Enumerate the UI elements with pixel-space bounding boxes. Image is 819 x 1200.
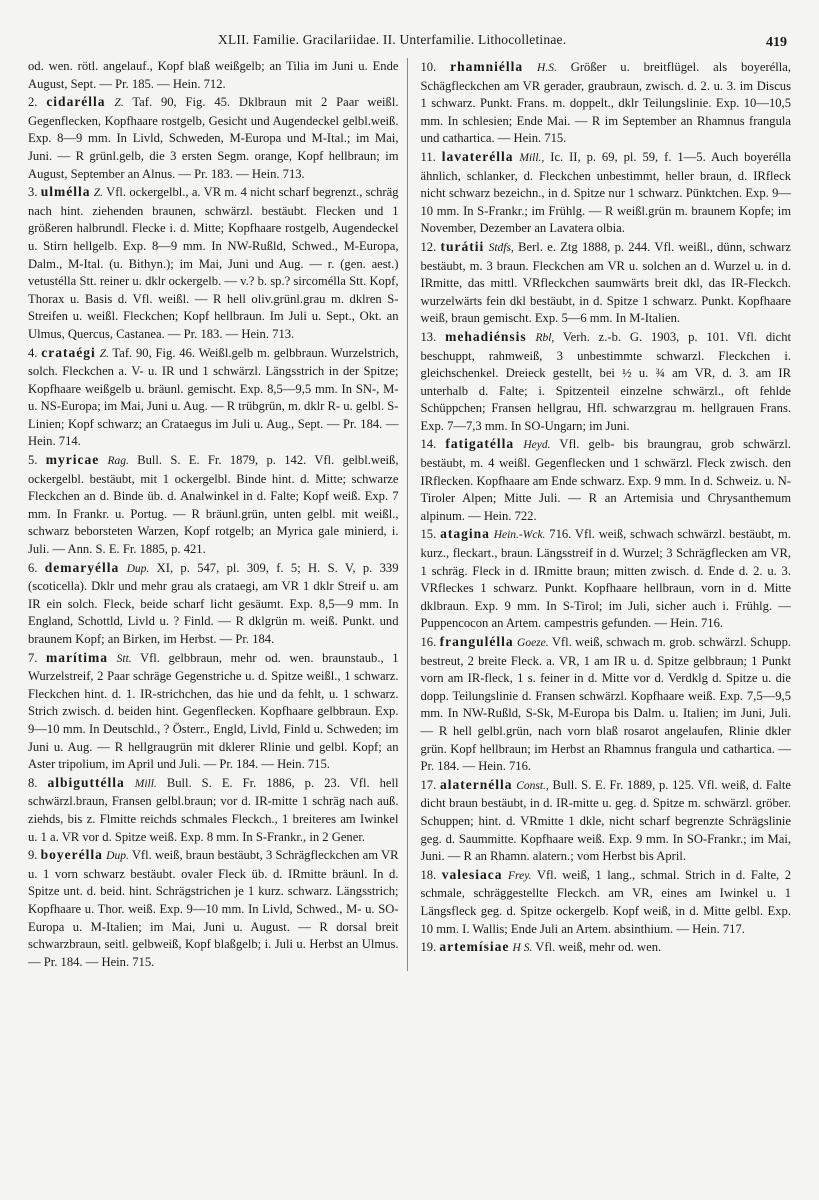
entry-number: 4. xyxy=(28,345,38,360)
species-entry xyxy=(421,938,792,958)
entry-description: Bull. S. E. Fr. 1886, p. 23. Vfl. hell schwärzl.braun, Fransen gelbl.braun; vor d. IR-mitte 1 schräg nach auß. ziehds, bis z. Flmitte reichds schmales Fleckch., 1 breiteres am Iwinkel u. 1 a. VR vor d. Spitze weiß. Exp. 8 mm. In S-Frankr., in 2 Gener. xyxy=(28,775,399,844)
species-name: marítima xyxy=(46,649,109,665)
author-abbrev: Mill. xyxy=(134,777,157,790)
author-abbrev: Goeze. xyxy=(517,637,549,649)
entry-description: Berl. e. Ztg 1888, p. 244. Vfl. weißl., dünn, schwarz bestäubt, m. 3 braun. Fleckchen am VR u. solchen an d. Wurzel u. in d. IRmitte, das mittl. VRfleckchen saumwärts breit dkl, das IR-Fleckch. wurzelwärts fein dkl bestäubt, in d. Spitze 1 schwarz. Punkt. Kopfhaare weiß, braun gemischt. Exp. 5—6 mm. In M-Italien. xyxy=(420,239,791,326)
entry-number: 19. xyxy=(420,940,437,955)
author-abbrev: Z. xyxy=(114,97,124,110)
species-entry xyxy=(28,183,399,343)
entry-number: 9. xyxy=(28,848,38,863)
entry-number: 10. xyxy=(420,60,437,74)
species-entry xyxy=(28,93,399,183)
species-entry xyxy=(421,238,792,328)
species-name: albiguttélla xyxy=(47,774,125,790)
left-column xyxy=(28,58,407,971)
author-abbrev: Z. xyxy=(93,187,104,200)
entry-number: 15. xyxy=(420,527,437,542)
species-entry xyxy=(421,58,792,148)
species-name: frangulélla xyxy=(439,634,514,649)
author-abbrev: Rag. xyxy=(107,455,129,468)
species-name: demaryélla xyxy=(44,559,120,575)
entry-description: Bull. S. E. Fr. 1889, p. 125. Vfl. weiß, d. Falte dicht braun bestäubt, in d. IR-mitte u. geg. d. Spitze m. schwärzl. gröber. Schuppen; hint. d. VRmitte 1 dkle, nicht scharf begrenzte Schrägslinie geg. d. Saummitte. Kopfhaare weiß. Exp. 9 mm. In SO-Frankr.; im Mai, Juni. — R an Rhamn. alatern.; vom Herbst bis April. xyxy=(420,777,792,864)
species-name: alaternélla xyxy=(439,776,513,792)
entry-description: Vfl. weiß, schwach m. grob. schwärzl. Schupp. bestreut, 2 breite Fleck. a. VR, 1 am IR u. d. Spitze gelbbraun; 1 Punkt vorn am IR-fleck, 1 s. feiner in d. Mitte vor d. Verdklg d. Spitze u. die dopp. Teilungslinie d. Fransen schwärzl. Kopfhaare weiß. Exp. 7,5—9,5 mm. In NW-Rußld, S-Sk, M-Europa bis Dalm. u. Italien; im Juni, Juli. — R hell gelbl.grün, nach vorn blaß rosarot angelaufen, Rlinie dkler grün. Kopf hellbraun; im Herbst an Rhamnus frangula und cathartica. — Pr. 184. — Hein. 716. xyxy=(420,635,792,774)
species-entry xyxy=(28,559,399,649)
entry-description: Ic. II, p. 69, pl. 59, f. 1—5. Auch boyerélla ähnlich, schlanker, d. Fleckchen unbestimmt, heller braun, d. IRfleck nicht schwarz bezeichn., in d. Spitze nur 1 schwarz. Pünktchen. Exp. 9—10 mm. In S-Frankr.; im Frühlg. — R weißl.grün m. braunem Kopfe; im November, Dezember an Lavatera olbia. xyxy=(420,149,792,236)
author-abbrev: Dup. xyxy=(126,562,150,575)
species-entry xyxy=(421,525,792,633)
species-name: mehadiénsis xyxy=(445,328,527,344)
entry-description: XI, p. 547, pl. 309, f. 5; H. S. V, p. 339 (scoticella). Dklr und mehr grau als crataegi, am VR 1 dklr Streif u. am IR ein solch. Fleck, beide scharf licht gesäumt. Exp. 8,5—9 mm. In England, Schottld, Livld u. ? Finld. — R dklgrün m. weiß. Punkt. und braunem Kopf; an Birken, im Herbst. — Pr. 184. xyxy=(28,560,399,646)
entry-number: 7. xyxy=(28,650,38,665)
page-number: 419 xyxy=(766,35,787,50)
author-abbrev: Stdfs, xyxy=(488,241,514,254)
entry-number: 12. xyxy=(420,239,437,254)
species-name: valesiaca xyxy=(441,866,503,882)
entry-description: Vfl. weiß, braun bestäubt, 3 Schrägfleckchen am VR u. 1 vorn schwarz bestäubt. ovaler Fleck üb. d. IRmitte bräunl. In d. Spitze unt. d. beid. hint. Schrägstrichen je 1 kurz. schwarz. Längsstrich; Kopfhaare u. Thor. weiß. Exp. 9—10 mm. In Livld, Schwed., M- u. SO-Europa u. M-Italien; im Mai, Juni u. August. — R dorsal breit schwarzbraun, seitl. gelbweiß, Kopf blaßgelb; i. Juli u. Herbst an Ulmus. — Pr. 184. — Hein. 715. xyxy=(28,848,399,969)
species-name: rhamniélla xyxy=(450,59,524,74)
author-abbrev: Stt. xyxy=(116,652,132,665)
author-abbrev: H.S. xyxy=(537,62,557,74)
entry-number: 2. xyxy=(28,95,38,110)
species-entry xyxy=(421,776,792,866)
species-name: crataégi xyxy=(41,344,96,360)
species-name: boyerélla xyxy=(40,847,103,863)
entry-description: Vfl. gelbbraun, mehr od. wen. braunstaub., 1 Wurzelstreif, 2 Paar schräge Gegenstriche u. d. Spitze weißl., 1 schwarz. Fleckchen hint. d. 1. IR-strichchen, das hie und da fehlt, u. 1 schwarz. Strich zwisch. d. beiden hint. Gegenflecken. Kopfhaare gelbbraun. Exp. 9—10 mm. In Deutschld., ? Österr., Engld, Livld, Finld u. Schweden; im Juni u. Aug. — R hellgraugrün mit dklerer Rlinie und gelbl. Kopf; an Aster tripolium, im April und Juli. — Pr. 184. — Hein. 715. xyxy=(28,650,399,772)
author-abbrev: Dup. xyxy=(106,850,129,863)
entry-number: 17. xyxy=(420,777,437,792)
species-name: artemísiae xyxy=(439,939,510,955)
species-entry xyxy=(421,866,792,938)
entry-number: 8. xyxy=(28,775,38,790)
species-entry xyxy=(421,633,792,776)
author-abbrev: Heyd. xyxy=(523,439,551,452)
author-abbrev: H S. xyxy=(512,942,533,955)
continuation-text: od. wen. rötl. angelauf., Kopf blaß weißgelb; an Tilia im Juni u. Ende August, Sept. — Pr. 185. — Hein. 712. xyxy=(28,59,399,91)
author-abbrev: Frey. xyxy=(508,869,532,882)
entry-description: Taf. 90, Fig. 45. Dklbraun mit 2 Paar weißl. Gegenflecken, Kopfhaare rostgelb, Gesicht und Augendeckel gelbl.weiß. Exp. 8—9 mm. In Livld, Schweden, M-Europa und M-Ital.; im Mai, Juni. — R grünl.gelb, die 3 ersten Segm. orange, Kopf hellbraun; im August, September an Alnus. — Pr. 183. — Hein. 713. xyxy=(28,95,399,181)
entry-description: Vfl. weiß, 1 lang., schmal. Strich in d. Falte, 2 schmale, schräggestellte Fleckch. am VR, eines am Iwinkel u. 1 Längsfleck geg. d. Spitze ockergelb. Kopf weiß, in d. Mitte gelbl. Exp. 10 mm. I. Wallis; Ende Juli an Artem. absinthium. — Hein. 717. xyxy=(420,867,792,936)
entry-description: Größer u. breitflügel. als boyerélla, Schägfleckchen am VR gerader, graubraun, zwisch. d. 2. u. 3. im Discus 1 schwarz. Punkt. Frans. m. doppelt., dklr Teilungslinie. Exp. 10—10,5 mm. In schlesien; Ende Mai. — R im September an Rhamnus frangula und cathartica. — Hein. 715. xyxy=(420,60,791,146)
author-abbrev: Const., xyxy=(516,779,549,792)
header-title: XLII. Familie. Gracilariidae. II. Unterfamilie. Lithocolletinae. xyxy=(218,32,567,47)
author-abbrev: Rbl, xyxy=(535,331,555,344)
author-abbrev: Z. xyxy=(99,347,109,360)
species-name: lavaterélla xyxy=(441,148,514,164)
entry-number: 5. xyxy=(28,453,38,468)
author-abbrev: Hein.-Wck. xyxy=(493,529,546,542)
species-name: fatigatélla xyxy=(445,436,515,452)
entry-number: 16. xyxy=(420,635,437,649)
species-name: myricae xyxy=(45,452,100,468)
entry-number: 14. xyxy=(420,437,437,452)
entry-number: 6. xyxy=(28,560,38,575)
species-entry xyxy=(421,435,792,525)
right-column xyxy=(407,58,792,971)
entry-description: Bull. S. E. Fr. 1879, p. 142. Vfl. gelbl.weiß, ockergelbl. bestäubt, mit 1 ockergelbl. Binde hint. d. Mitte; schwarze Fleckchen an d. Binde üb. d. Analwinkel in d. Falte; Kopf weiß. Exp. 7 mm. In Frankr. u. Portug. — R bräunl.grün, unten gelbl. mit weißl., schwarz beborsteten Warzen, Kopf rotgelb; an Myrica gale minierd, i. Juli. — Ann. S. E. Fr. 1885, p. 421. xyxy=(28,453,399,557)
entry-number: 11. xyxy=(420,149,436,164)
running-header xyxy=(28,28,791,58)
species-entry xyxy=(28,451,399,559)
entry-description: Taf. 90, Fig. 46. Weißl.gelb m. gelbbraun. Wurzelstrich, solch. Fleckchen a. V- u. IR und 1 schwärzl. Längsstrich in der Spitze; Kopfhaare weißgelb u. bräunl. gemischt. Exp. 8,5—9,5 mm. In SN-, M- u. NS-Europa; im Mai, Juni u. Aug. — R trübgrün, m. dklr R- u. gelbl. S-Linien; Kopf schwarz; an Crataegus im Juli u. Aug., Sept. — Pr. 184. — Hein. 714. xyxy=(28,345,399,449)
species-entry xyxy=(28,649,399,774)
entry-number: 18. xyxy=(420,867,437,882)
entry-description: Vfl. gelb- bis braungrau, grob schwärzl. bestäubt, m. 4 weißl. Gegenflecken und 1 schwärzl. Fleck zwisch. den IRflecken. Kopfhaare am Ende schwarz. Exp. 9 mm. In d. Schweiz. u. N-Tiroler Alpen; Mitte Juli. — R an Artemisia und Chrysanthemum alpinum. — Hein. 722. xyxy=(420,437,791,523)
entry-description: Vfl. ockergelbl., a. VR m. 4 nicht scharf begrenzt., schräg nach hint. ziehenden braunen, schwärzl. bestäubt. Flecken und 1 größeren halbrundl. Flecke i. d. Mitte; Kopfhaare rostgelb, Augendeckel u. Stirn hellgelb. Exp. 8—9 mm. In NW-Rußld, Schwed., M-Europa, Dalm., M-Ital. (u. Bithyn.); im Mai, Juni und Aug. — r. (gen. aest.) vetustélla Stt. reiner u. dklr ockergelb. — v.? b. sp.? sircomélla Stt. Kopf, Thorax u. Basis d. Vfl. weißl. — R hell oliv.grünl.grau m. dklren S-Streifen u. weißl. Fleckchen; Kopf hellbraun. Im Juli u. Sept., Okt. an Ulmus, Quercus, Castanea. — Pr. 183. — Hein. 713. xyxy=(28,185,399,341)
entry-description: Vfl. weiß, mehr od. wen. xyxy=(535,940,662,955)
species-entry xyxy=(421,148,792,238)
species-entry xyxy=(28,846,399,971)
entry-number: 13. xyxy=(420,329,437,344)
text-columns xyxy=(28,58,791,971)
species-name: cidarélla xyxy=(46,94,106,110)
entry-description: 716. Vfl. weiß, schwach schwärzl. bestäubt, m. kurz., fleckart., braun. Längsstreif in d. Wurzel; 3 Schrägflecken am VR, 1 schräg. Fleck in d. IRmitte braun; mitten zwisch. d. Ende d. 2. u. 3. VRfleckes 1 schwarz. Punkt. Kopfhaare hellbraun, vorn in d. Mitte dklbraun. Exp. 9 mm. In S-Tirol; im Juli, sicher auch i. Frühlg. — Puppencocon an Artem. campestris gefunden. — Hein. 716. xyxy=(420,527,791,631)
entry-description: Verh. z.-b. G. 1903, p. 101. Vfl. dicht beschuppt, rahmweiß, 3 unbestimmte schwarzl. Fleckchen i. gleichschenkel. Dreieck gestellt, bei ½ u. ¾ am VR, d. 3. am IR unterhalb d. Falte; i. Spitzenteil einzelne schwärzl., oft fehlde Schüppchen; Fransen hellgrau, Hfl. schwarzgrau m. hellgrauen Frans. Exp. 7—7,3 mm. In SO-Ungarn; im Juni. xyxy=(420,329,792,433)
author-abbrev: Mill., xyxy=(519,151,545,164)
species-entry xyxy=(28,344,399,452)
species-name: atagina xyxy=(440,526,490,542)
species-entry xyxy=(421,328,792,436)
entry-number: 3. xyxy=(28,185,38,200)
species-entry xyxy=(28,774,399,846)
species-name: ulmélla xyxy=(40,184,91,200)
species-name: turátii xyxy=(440,238,485,254)
